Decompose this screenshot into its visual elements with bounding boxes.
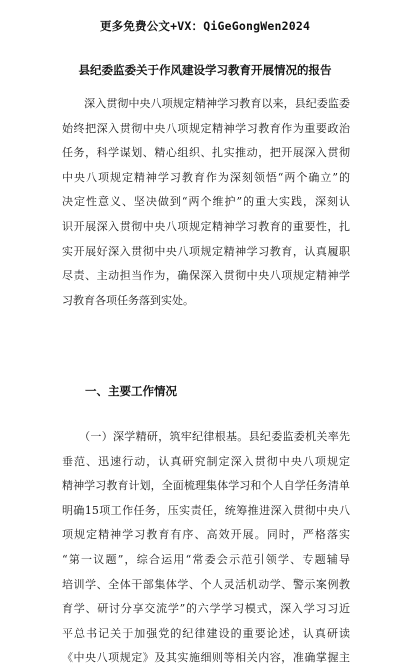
intro-line: 决定性意义、坚决做到“两个维护”的重大实践，深刻认	[62, 195, 350, 209]
section-line: 明确15项工作任务，压实责任，统筹推进深入贯彻中央八	[62, 503, 350, 517]
section-heading: 一、主要工作情况	[62, 384, 177, 398]
intro-line: 尽责、主动担当作为，确保深入贯彻中央八项规定精神学	[62, 269, 350, 283]
section-line: 平总书记关于加强党的纪律建设的重要论述，认真研读	[62, 626, 350, 640]
intro-line: 识开展深入贯彻中央八项规定精神学习教育的重要性，扎	[62, 219, 350, 233]
intro-line: 始终把深入贯彻中央八项规定精神学习教育作为重要政治	[62, 121, 350, 135]
section-line: 《中央八项规定》及其实施细则等相关内容，准确掌握主	[62, 651, 350, 665]
section-line: 培训学、全体干部集体学、个人灵活机动学、警示案例教	[62, 577, 350, 591]
section-line: 垂范、迅速行动，认真研究制定深入贯彻中央八项规定	[62, 454, 350, 468]
intro-line: 任务，科学谋划、精心组织、扎实推动，把开展深入贯彻	[62, 146, 350, 160]
intro-line: 中央八项规定精神学习教育作为深刻领悟“两个确立”的	[62, 170, 350, 184]
section-line: （一）深学精研，筑牢纪律根基。县纪委监委机关率先	[62, 430, 350, 443]
section-line: 项规定精神学习教育有序、高效开展。同时，严格落实	[62, 528, 350, 542]
intro-paragraph	[62, 92, 350, 313]
section-paragraph	[62, 425, 350, 671]
section-line: 育学、研讨分享交流学”的六学学习模式，深入学习习近	[62, 602, 350, 616]
document-title: 县纪委监委关于作风建设学习教育开展情况的报告	[78, 63, 332, 77]
section-line: 精神学习教育计划，全面梳理集体学习和个人自学任务清单	[62, 479, 350, 493]
watermark-header: 更多免费公文+VX：QiGeGongWen2024	[99, 19, 311, 33]
intro-line: 实开展好深入贯彻中央八项规定精神学习教育，认真履职	[62, 244, 350, 258]
section-line: “第一议题”，综合运用“常委会示范引领学、专题辅导	[62, 552, 350, 566]
intro-line: 深入贯彻中央八项规定精神学习教育以来，县纪委监委	[62, 97, 350, 110]
intro-line: 习教育各项任务落到实处。	[62, 293, 194, 307]
